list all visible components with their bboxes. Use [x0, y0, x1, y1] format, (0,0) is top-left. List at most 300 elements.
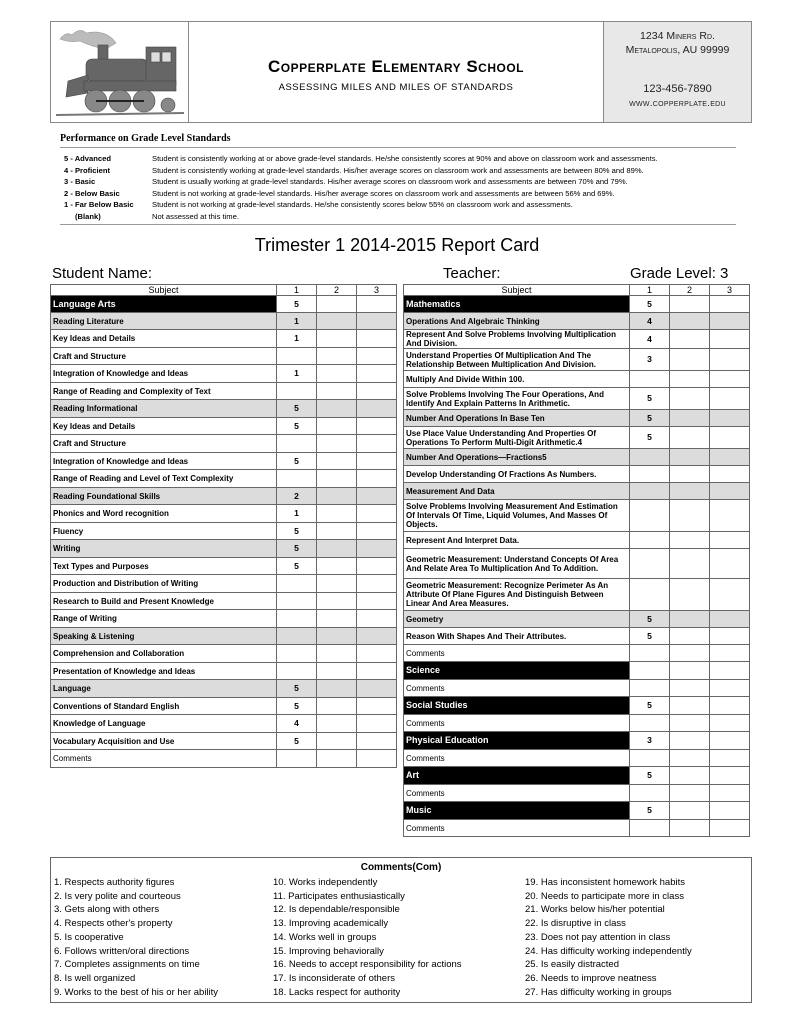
trimester-1-score-cell	[630, 645, 670, 662]
subject-cell: Geometry	[404, 611, 630, 628]
subject-cell: Represent And Solve Problems Involving Multiplication And Division.	[404, 330, 630, 349]
trimester-3-score-cell	[710, 732, 750, 750]
trimester-2-score-cell	[670, 483, 710, 500]
subject-cell: Knowledge of Language	[51, 715, 277, 733]
table-row	[404, 662, 750, 680]
trimester-2-score-cell	[670, 500, 710, 532]
trimester-2-score-cell	[670, 579, 710, 611]
teacher-label: Teacher:	[443, 265, 501, 282]
subject-cell: Language	[51, 680, 277, 698]
subject-cell: Reading Informational	[51, 400, 277, 418]
trimester-3-score-cell	[710, 483, 750, 500]
trimester-2-score-cell	[317, 750, 357, 768]
performance-level-row	[60, 176, 736, 188]
table-row	[51, 750, 397, 768]
trimester-3-score-cell	[710, 349, 750, 371]
trimester-1-score-cell	[630, 500, 670, 532]
trimester-3-score-cell	[710, 715, 750, 732]
table-row	[51, 383, 397, 400]
trimester-2-score-cell	[670, 410, 710, 427]
trimester-1-score-cell	[630, 549, 670, 579]
trimester-1-score-cell	[277, 348, 317, 365]
table-row	[404, 410, 750, 427]
performance-title: Performance on Grade Level Standards	[60, 133, 736, 148]
trimester-1-score-cell: 1	[277, 313, 317, 330]
table-row	[51, 628, 397, 645]
trimester-1-score-cell	[630, 371, 670, 388]
table-row	[404, 767, 750, 785]
contact-block	[603, 22, 751, 122]
trimester-2-score-cell	[670, 820, 710, 837]
table-row	[51, 663, 397, 680]
table-row	[404, 645, 750, 662]
table-row	[51, 505, 397, 523]
trimester-3-score-cell	[710, 466, 750, 483]
performance-level-row	[60, 188, 736, 200]
school-logo	[51, 22, 189, 122]
trimester-3-score-cell	[357, 733, 397, 750]
table-row	[51, 365, 397, 383]
trimester-3-score-cell	[710, 500, 750, 532]
trimester-1-score-cell	[277, 435, 317, 453]
performance-level-name: 2 - Below Basic	[64, 188, 120, 198]
trimester-3-score-cell	[710, 313, 750, 330]
performance-legend	[60, 133, 736, 225]
subject-cell: Reading Literature	[51, 313, 277, 330]
trimester-2-score-cell	[317, 593, 357, 610]
comments-title: Comments(Com)	[360, 862, 442, 873]
subject-cell: Geometric Measurement: Understand Concepts Of Area And Relate Area To Multiplication And To Addition.	[404, 549, 630, 579]
trimester-3-score-cell	[710, 388, 750, 410]
comment-code-item: 8. Is well organized	[54, 972, 136, 984]
grade-level-label: Grade Level: 3	[630, 265, 729, 282]
trimester-2-score-cell	[670, 466, 710, 483]
trimester-2-score-cell	[317, 296, 357, 313]
trimester-2-score-cell	[670, 802, 710, 820]
subject-cell: Social Studies	[404, 697, 630, 715]
comment-code-item: 23. Does not pay attention in class	[525, 931, 671, 943]
subject-cell: Range of Reading and Level of Text Complexity	[51, 470, 277, 488]
trimester-3-score-cell	[710, 579, 750, 611]
subject-cell: Text Types and Purposes	[51, 558, 277, 575]
comments-cell: Comments	[404, 645, 630, 662]
subject-cell: Craft and Structure	[51, 348, 277, 365]
comment-code-item: 14. Works well in groups	[273, 931, 377, 943]
trimester-1-score-cell	[277, 750, 317, 768]
subject-cell: Measurement And Data	[404, 483, 630, 500]
trimester-2-score-cell	[670, 388, 710, 410]
table-row	[404, 715, 750, 732]
trimester-1-score-cell	[630, 680, 670, 697]
trimester-2-score-cell	[670, 697, 710, 715]
trimester-2-score-cell	[317, 418, 357, 435]
subject-cell: Comprehension and Collaboration	[51, 645, 277, 663]
table-row	[51, 418, 397, 435]
trimester-2-score-cell	[317, 540, 357, 558]
subject-cell: Phonics and Word recognition	[51, 505, 277, 523]
trimester-1-score-cell: 4	[630, 313, 670, 330]
table-row	[51, 470, 397, 488]
trimester-2-score-cell	[670, 330, 710, 349]
subject-cell: Understand Properties Of Multiplication And The Relationship Between Multiplication And Division.	[404, 349, 630, 371]
trimester-1-score-cell: 5	[630, 767, 670, 785]
table-row	[51, 313, 397, 330]
trimester-2-score-cell	[317, 383, 357, 400]
trimester-1-score-cell: 5	[277, 558, 317, 575]
performance-level-name: 1 - Far Below Basic	[64, 200, 134, 209]
trimester-3-score-cell	[357, 540, 397, 558]
table-row	[404, 697, 750, 715]
trimester-1-score-cell: 5	[630, 628, 670, 645]
comment-code-item: 19. Has inconsistent homework habits	[525, 877, 685, 888]
trimester-2-score-cell	[317, 488, 357, 505]
table-row	[404, 611, 750, 628]
trimester-1-score-cell: 3	[630, 349, 670, 371]
trimester-2-score-cell	[670, 628, 710, 645]
trimester-2-score-cell	[670, 449, 710, 466]
subject-cell: Solve Problems Involving Measurement And Estimation Of Intervals Of Time, Liquid Volumes, And Masses Of Objects.	[404, 500, 630, 532]
subject-cell: Research to Build and Present Knowledge	[51, 593, 277, 610]
subject-cell: Integration of Knowledge and Ideas	[51, 453, 277, 470]
performance-level-row	[60, 199, 736, 211]
trimester-1-score-cell: 5	[630, 697, 670, 715]
trimester-3-score-cell	[710, 296, 750, 313]
trimester-3-score-cell	[357, 400, 397, 418]
table-row	[51, 575, 397, 593]
address	[604, 29, 751, 57]
trimester-3-score-cell	[710, 410, 750, 427]
trimester-1-score-cell	[277, 470, 317, 488]
performance-level-description: Student is not working at grade-level standards. He/she consistently scores below 55% on classroom work and assessments.	[152, 200, 573, 209]
subject-header: Subject	[404, 285, 630, 296]
table-row	[404, 388, 750, 410]
student-name-label: Student Name:	[52, 265, 153, 282]
trimester-3-score-cell	[357, 628, 397, 645]
website: www.copperplate.edu	[629, 98, 726, 109]
trimester-1-score-cell: 5	[277, 400, 317, 418]
subject-cell: Vocabulary Acquisition and Use	[51, 733, 277, 750]
trimester-2-score-cell	[317, 575, 357, 593]
performance-level-description: Student is not working at grade-level standards. His/her average scores on classroom work and assessments are between 56% and 69%.	[152, 188, 615, 198]
table-row	[51, 610, 397, 628]
table-row	[51, 296, 397, 313]
table-row	[404, 549, 750, 579]
trimester-1-score-cell	[277, 383, 317, 400]
comment-code-item: 15. Improving behaviorally	[273, 945, 384, 957]
subject-cell: Reading Foundational Skills	[51, 488, 277, 505]
comment-code-item: 26. Needs to improve neatness	[525, 972, 657, 984]
table-row	[404, 466, 750, 483]
trimester-1-score-cell: 5	[277, 698, 317, 715]
table-row	[404, 532, 750, 549]
trimester-3-score-cell	[710, 628, 750, 645]
trimester-1-header: 1	[630, 285, 670, 296]
performance-level-name: 5 - Advanced	[64, 154, 111, 163]
comment-code-item: 13. Improving academically	[273, 918, 389, 930]
trimester-3-score-cell	[357, 698, 397, 715]
locomotive-icon	[56, 25, 184, 119]
table-row	[404, 732, 750, 750]
trimester-3-score-cell	[710, 645, 750, 662]
trimester-3-score-cell	[357, 383, 397, 400]
trimester-3-score-cell	[710, 549, 750, 579]
trimester-2-score-cell	[670, 645, 710, 662]
comment-code-item: 4. Respects other's property	[54, 918, 173, 930]
comment-code-item: 25. Is easily distracted	[525, 959, 619, 971]
trimester-1-score-cell: 2	[277, 488, 317, 505]
table-row	[404, 427, 750, 449]
comment-code-item: 17. Is inconsiderate of others	[273, 972, 395, 984]
trimester-3-score-cell	[357, 593, 397, 610]
comment-code-item: 6. Follows written/oral directions	[54, 945, 190, 957]
table-row	[404, 785, 750, 802]
trimester-1-score-cell: 5	[630, 388, 670, 410]
performance-level-name: 3 - Basic	[64, 177, 96, 186]
trimester-1-score-cell	[630, 532, 670, 549]
table-row	[51, 348, 397, 365]
table-row	[404, 483, 750, 500]
trimester-3-score-cell	[710, 802, 750, 820]
performance-level-description: Student is consistently working at grade-level standards. His/her average scores on classroom work and assessments are between 80% and 89%.	[152, 165, 644, 175]
trimester-3-score-cell	[357, 470, 397, 488]
trimester-2-score-cell	[317, 470, 357, 488]
trimester-3-score-cell	[357, 750, 397, 768]
table-row	[51, 435, 397, 453]
trimester-2-score-cell	[317, 645, 357, 663]
comments-cell: Comments	[51, 750, 277, 768]
subject-cell: Operations And Algebraic Thinking	[404, 313, 630, 330]
table-row	[404, 296, 750, 313]
trimester-2-header: 2	[317, 285, 357, 296]
trimester-3-header: 3	[357, 285, 397, 296]
trimester-1-score-cell	[630, 715, 670, 732]
trimester-1-score-cell: 5	[277, 680, 317, 698]
report-card-title: Trimester 1 2014-2015 Report Card	[254, 235, 540, 255]
subject-cell: Speaking & Listening	[51, 628, 277, 645]
trimester-1-score-cell: 1	[277, 505, 317, 523]
trimester-3-score-cell	[357, 505, 397, 523]
table-header-row	[404, 285, 750, 296]
trimester-3-score-cell	[357, 435, 397, 453]
trimester-2-score-cell	[317, 680, 357, 698]
subject-cell: Presentation of Knowledge and Ideas	[51, 663, 277, 680]
trimester-1-score-cell: 5	[277, 523, 317, 540]
subject-cell: Physical Education	[404, 732, 630, 750]
trimester-2-score-cell	[670, 715, 710, 732]
comment-code-item: 1. Respects authority figures	[54, 877, 175, 888]
comment-code-item: 3. Gets along with others	[54, 904, 160, 916]
trimester-1-score-cell: 5	[630, 427, 670, 449]
trimester-1-score-cell	[630, 579, 670, 611]
trimester-1-score-cell: 5	[277, 453, 317, 470]
table-row	[404, 313, 750, 330]
subject-cell: Solve Problems Involving The Four Operations, And Identify And Explain Patterns In Arithmetic.	[404, 388, 630, 410]
trimester-1-score-cell	[630, 466, 670, 483]
trimester-3-score-cell	[710, 750, 750, 767]
trimester-2-score-cell	[317, 365, 357, 383]
trimester-3-score-cell	[710, 611, 750, 628]
trimester-1-score-cell	[277, 610, 317, 628]
comments-column-2	[273, 876, 462, 999]
subject-cell: Science	[404, 662, 630, 680]
subject-cell: Number And Operations In Base Ten	[404, 410, 630, 427]
trimester-1-score-cell: 5	[630, 410, 670, 427]
trimester-2-score-cell	[317, 523, 357, 540]
trimester-2-score-cell	[317, 435, 357, 453]
comments-cell: Comments	[404, 715, 630, 732]
subject-cell: Mathematics	[404, 296, 630, 313]
table-row	[51, 330, 397, 348]
performance-level-row	[60, 165, 736, 177]
trimester-1-score-cell	[277, 575, 317, 593]
table-row	[51, 680, 397, 698]
trimester-3-score-cell	[710, 697, 750, 715]
table-row	[404, 579, 750, 611]
address-line1: 1234 Miners Rd.	[640, 30, 715, 42]
subject-cell: Conventions of Standard English	[51, 698, 277, 715]
table-row	[51, 593, 397, 610]
table-row	[404, 680, 750, 697]
trimester-3-score-cell	[710, 662, 750, 680]
trimester-3-score-cell	[710, 330, 750, 349]
trimester-1-score-cell: 4	[630, 330, 670, 349]
trimester-1-score-cell: 5	[630, 296, 670, 313]
subject-cell: Music	[404, 802, 630, 820]
table-row	[404, 750, 750, 767]
trimester-1-score-cell	[630, 785, 670, 802]
trimester-2-score-cell	[670, 785, 710, 802]
trimester-2-score-cell	[670, 313, 710, 330]
subject-cell: Develop Understanding Of Fractions As Numbers.	[404, 466, 630, 483]
subjects-table	[403, 284, 750, 837]
performance-level-description: Student is usually working at grade-level standards. His/her average scores on classroom work and assessments are between 70% and 79%.	[152, 177, 628, 186]
trimester-2-score-cell	[317, 698, 357, 715]
trimester-2-header: 2	[670, 285, 710, 296]
phone: 123-456-7890	[643, 83, 712, 95]
trimester-3-score-cell	[710, 532, 750, 549]
table-row	[404, 330, 750, 349]
table-row	[51, 715, 397, 733]
performance-level-row	[60, 211, 736, 223]
trimester-3-score-cell	[357, 558, 397, 575]
subject-cell: Language Arts	[51, 296, 277, 313]
comment-code-item: 2. Is very polite and courteous	[54, 890, 181, 902]
comments-cell: Comments	[404, 750, 630, 767]
comments-cell: Comments	[404, 820, 630, 837]
trimester-3-score-cell	[357, 365, 397, 383]
trimester-2-score-cell	[317, 453, 357, 470]
trimester-2-score-cell	[670, 662, 710, 680]
trimester-2-score-cell	[317, 558, 357, 575]
trimester-2-score-cell	[317, 400, 357, 418]
comment-code-item: 11. Participates enthusiastically	[273, 890, 405, 902]
trimester-3-score-cell	[710, 767, 750, 785]
comment-code-item: 27. Has difficulty working in groups	[525, 986, 672, 998]
trimester-1-score-cell	[277, 628, 317, 645]
trimester-1-score-cell	[630, 750, 670, 767]
comments-legend	[50, 857, 752, 1003]
trimester-3-score-cell	[357, 453, 397, 470]
trimester-3-score-cell	[357, 348, 397, 365]
trimester-3-score-cell	[357, 715, 397, 733]
comment-code-item: 18. Lacks respect for authority	[273, 986, 401, 998]
trimester-2-score-cell	[670, 296, 710, 313]
trimester-2-score-cell	[670, 371, 710, 388]
trimester-1-score-cell: 5	[630, 611, 670, 628]
table-row	[51, 453, 397, 470]
subject-cell: Range of Writing	[51, 610, 277, 628]
comment-code-item: 9. Works to the best of his or her ability	[54, 986, 219, 998]
trimester-3-score-cell	[710, 820, 750, 837]
comment-code-item: 21. Works below his/her potential	[525, 904, 665, 916]
school-tagline: ASSESSING MILES AND MILES OF STANDARDS	[278, 82, 514, 93]
comment-code-item: 12. Is dependable/responsible	[273, 904, 400, 916]
school-header	[50, 21, 752, 123]
trimester-3-score-cell	[357, 418, 397, 435]
trimester-1-score-cell: 5	[277, 418, 317, 435]
trimester-3-score-cell	[710, 449, 750, 466]
trimester-3-score-cell	[357, 330, 397, 348]
trimester-2-score-cell	[317, 628, 357, 645]
subject-cell: Art	[404, 767, 630, 785]
table-row	[404, 500, 750, 532]
trimester-2-score-cell	[317, 313, 357, 330]
trimester-2-score-cell	[670, 549, 710, 579]
table-row	[51, 645, 397, 663]
comments-cell: Comments	[404, 680, 630, 697]
trimester-1-score-cell	[277, 645, 317, 663]
table-header-row	[51, 285, 397, 296]
address-line2: Metalopolis, AU 99999	[625, 44, 730, 56]
subject-cell: Represent And Interpret Data.	[404, 532, 630, 549]
performance-level-description: Student is consistently working at or above grade-level standards. He/she consistently scores at 90% and above on classroom work and assessments.	[152, 154, 658, 163]
trimester-1-header: 1	[277, 285, 317, 296]
table-row	[51, 540, 397, 558]
trimester-2-score-cell	[670, 427, 710, 449]
table-row	[404, 820, 750, 837]
table-row	[51, 400, 397, 418]
trimester-3-score-cell	[357, 575, 397, 593]
trimester-1-score-cell: 5	[277, 296, 317, 313]
table-row	[404, 449, 750, 466]
table-row	[51, 558, 397, 575]
trimester-1-score-cell	[630, 662, 670, 680]
subject-cell: Writing	[51, 540, 277, 558]
school-name: Copperplate Elementary School	[267, 57, 525, 76]
trimester-2-score-cell	[670, 349, 710, 371]
trimester-3-score-cell	[357, 680, 397, 698]
comment-code-item: 5. Is cooperative	[54, 931, 124, 943]
comment-code-item: 10. Works independently	[273, 877, 378, 888]
language-arts-table	[50, 284, 397, 768]
subject-header: Subject	[51, 285, 277, 296]
trimester-2-score-cell	[670, 611, 710, 628]
subject-cell: Number And Operations—Fractions5	[404, 449, 630, 466]
table-row	[404, 628, 750, 645]
school-title-block	[189, 22, 603, 122]
trimester-1-score-cell	[277, 663, 317, 680]
table-row	[51, 698, 397, 715]
table-row	[404, 349, 750, 371]
trimester-3-score-cell	[357, 313, 397, 330]
trimester-3-score-cell	[357, 523, 397, 540]
trimester-3-score-cell	[710, 680, 750, 697]
subject-cell: Integration of Knowledge and Ideas	[51, 365, 277, 383]
trimester-1-score-cell: 5	[277, 733, 317, 750]
trimester-2-score-cell	[670, 732, 710, 750]
trimester-2-score-cell	[317, 663, 357, 680]
trimester-2-score-cell	[317, 733, 357, 750]
